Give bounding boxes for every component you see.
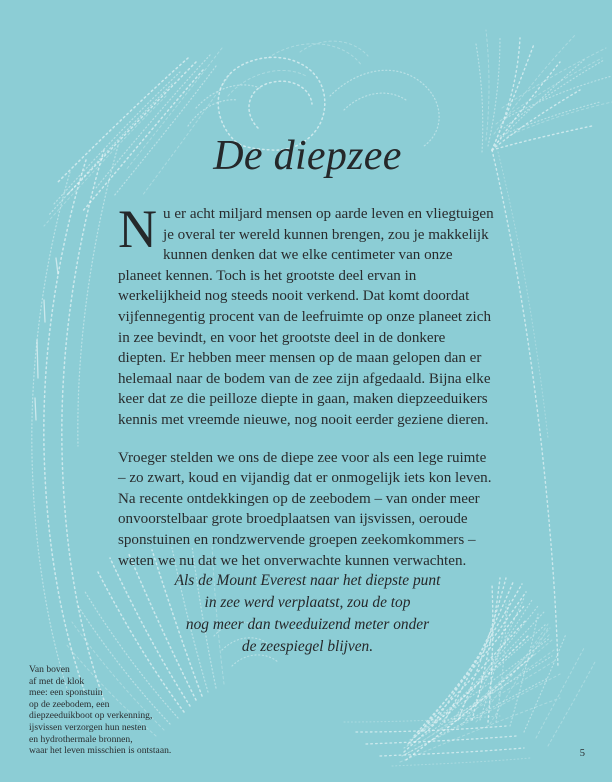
caption-line-2: af met de klok — [29, 675, 85, 687]
caption-line-5: diepzeeduikboot op verkenning, — [29, 710, 153, 722]
paragraph-1 — [118, 199, 497, 431]
pull-quote-line-3: nog meer dan tweeduizend meter onder — [185, 616, 430, 633]
pull-quote — [118, 570, 497, 658]
caption-line-6: ijsvissen verzorgen hun nesten — [29, 721, 147, 733]
caption-line-8: waar het leven misschien is ontstaan. — [29, 745, 172, 757]
paragraph-2: Vroeger stelden we ons de diepe zee voor als een lege ruimte – zo zwart, koud en vijandig dat er onmogelijk iets kon leven. Na recente ontdekkingen op de zeebodem – van onder meer onvoorstelbaar grote broedplaatsen van ijsvissen, oeroude sponstuinen en rondzwervende groepen zeekomkommers – weten we nu dat we het onverwachte kunnen verwachten. — [118, 449, 492, 569]
pull-quote-line-1: Als de Mount Everest naar het diepste punt — [174, 572, 441, 589]
caption-line-7: en hydrothermale bronnen, — [29, 733, 133, 745]
pull-quote-line-4: de zeespiegel blijven. — [241, 638, 374, 655]
caption-line-3: mee: een sponstuin — [29, 687, 103, 699]
page-number: 5 — [579, 748, 585, 759]
page-title: De diepzee — [213, 133, 402, 179]
caption-line-1: Van boven — [29, 664, 70, 675]
caption-line-4: op de zeebodem, een — [29, 698, 110, 710]
image-caption — [29, 664, 279, 757]
pull-quote-line-2: in zee werd verplaatst, zou de top — [204, 594, 411, 611]
body-text — [118, 199, 497, 571]
paragraph-1-text: u er acht miljard mensen op aarde leven en vliegtuigen je overal ter wereld kunnen brengen, zou je makkelijk kunnen denken dat we elke centimeter van onze planeet kennen. Toch is het grootste deel ervan in werkelijkheid nog steeds nooit verkend. Dat komt doordat vijfennegentig procent van de leefruimte op onze planeet zich in zee bevindt, en voor het grootste deel in de donkere diepten. Er hebben meer mensen op de maan gelopen dan er helemaal naar de bodem van de zee zijn afgedaald. Bijna elke keer dat ze die peilloze diepte in gaan, maken diepzeeduikers kennis met vreemde nieuwe, nog nooit eerder geziene dieren. — [118, 206, 494, 428]
drop-cap: N — [118, 199, 157, 259]
